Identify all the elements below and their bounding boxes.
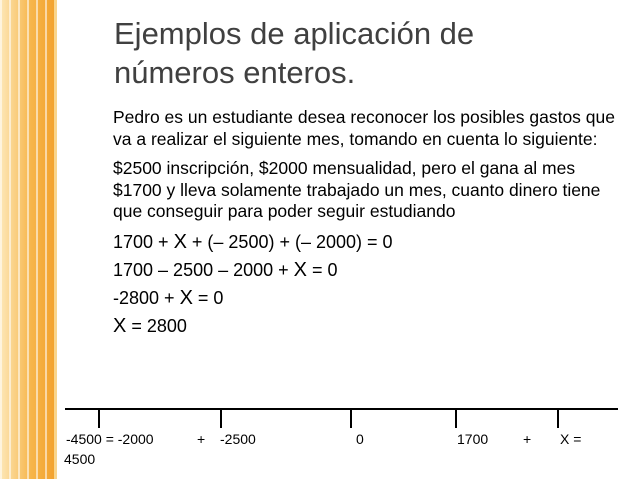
problem-statement: Pedro es un estudiante desea reconocer los posibles gastos que va a realizar el siguiente mes, tomando en cuenta lo siguiente: — [113, 107, 615, 149]
label-d: X = — [560, 431, 582, 447]
label-plus-1: + — [197, 431, 206, 447]
label-wrap: 4500 — [64, 451, 96, 467]
equation-2-right: = 0 — [307, 259, 338, 280]
number-line — [65, 396, 618, 436]
equation-4-variable: X — [113, 314, 127, 337]
equation-2-left: 1700 – 2500 – 2000 + — [113, 259, 294, 280]
label-c: 1700 — [457, 431, 489, 447]
equation-3 — [113, 287, 618, 310]
equation-1 — [113, 231, 618, 254]
equation-1-left: 1700 + — [113, 231, 174, 252]
label-zero: 0 — [356, 431, 364, 447]
decorative-side-stripe — [0, 0, 57, 479]
number-line-tick-a — [98, 408, 100, 428]
stripe-edge — [54, 0, 57, 479]
equation-2-variable: X — [293, 258, 308, 281]
stripe-bars — [0, 0, 57, 479]
slide-body — [113, 107, 618, 343]
problem-data: $2500 inscripción, $2000 mensualidad, pero el gana al mes $1700 y lleva solamente trabajado un mes, cuanto dinero tiene que conseguir para poder seguir estudiando — [113, 158, 601, 221]
equation-3-variable: X — [179, 286, 193, 309]
slide-title — [114, 14, 614, 92]
equation-3-left: -2800 + — [113, 287, 180, 308]
equation-1-right: + (– 2500) + (– 2000) = 0 — [186, 231, 393, 252]
number-line-tick-zero — [350, 408, 352, 428]
slide-title-line-2: números enteros. — [114, 55, 356, 90]
number-line-tick-c — [455, 408, 457, 428]
equation-4-right: = 2800 — [126, 315, 187, 336]
label-plus-2: + — [523, 431, 532, 447]
equation-4 — [113, 315, 618, 338]
label-b: -2500 — [220, 431, 256, 447]
number-line-axis — [65, 408, 618, 410]
equation-2 — [113, 259, 618, 282]
equation-3-right: = 0 — [192, 287, 224, 308]
label-a: -4500 = -2000 — [66, 431, 154, 447]
number-line-tick-b — [220, 408, 222, 428]
number-line-tick-d — [557, 408, 559, 428]
slide-title-line-1: Ejemplos de aplicación de — [114, 16, 475, 51]
number-line-labels — [0, 431, 638, 471]
equation-1-variable: X — [173, 230, 187, 253]
